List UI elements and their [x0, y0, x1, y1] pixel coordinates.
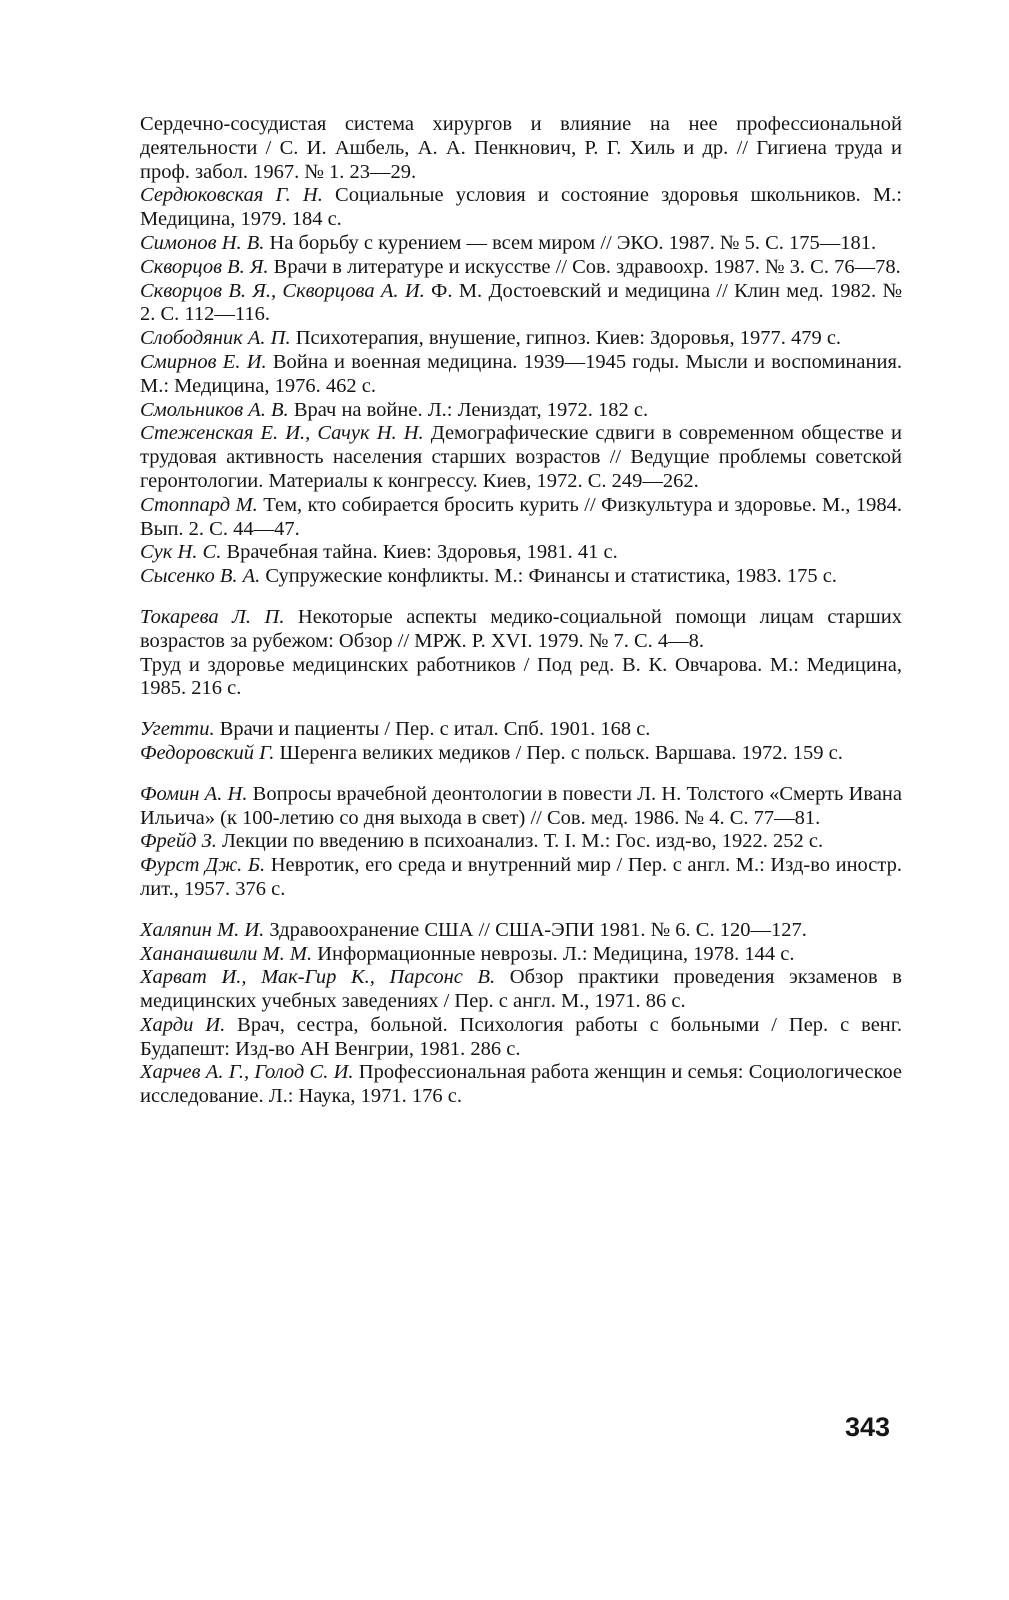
- entry-author: Скворцов В. Я., Скворцова А. И.: [140, 279, 425, 302]
- entry-text: Ф. М. Достоевский и медицина // Клин мед. 1982. № 2. С. 112—116.: [140, 279, 903, 326]
- bibliography-entry: [140, 919, 902, 943]
- entry-text: Социальные условия и состояние здоровья школьников. М.: Медицина, 1979. 184 с.: [140, 184, 902, 231]
- entry-author: Фрейд З.: [140, 830, 217, 853]
- entry-author: Халяпин М. И.: [140, 918, 265, 941]
- entry-text: Лекции по введению в психоанализ. Т. I. М.: Гос. изд-во, 1922. 252 с.: [216, 830, 824, 853]
- bibliography-entry: [140, 606, 902, 654]
- entry-author: Смольников А. В.: [140, 398, 289, 421]
- entry-text: Сердечно-сосудистая система хирургов и влияние на нее профессиональной деятельности / С. И. Ашбель, А. А. Пенкнович, Р. Г. Хиль и др. // Гигиена труда и проф. забол. 1967. № 1. 23—29.: [140, 113, 902, 183]
- entry-text: Врач на войне. Л.: Лениздат, 1972. 182 с.: [288, 398, 649, 421]
- bibliography-entry: [140, 966, 902, 1014]
- entry-author: Харват И., Мак-Гир К., Парсонс В.: [140, 966, 496, 989]
- entry-text: Профессиональная работа женщин и семья: Социологическое исследование. Л.: Наука, 1971. 176 с.: [140, 1061, 902, 1108]
- bibliography-entry: [140, 565, 902, 589]
- entry-text: Врачебная тайна. Киев: Здоровья, 1981. 41 с.: [221, 541, 618, 564]
- bibliography-entry: [140, 184, 902, 232]
- entry-text: Некоторые аспекты медико-социальной помощи лицам старших возрастов за рубежом: Обзор // МРЖ. Р. XVI. 1979. № 7. С. 4—8.: [140, 605, 902, 652]
- entry-text: Тем, кто собирается бросить курить // Физкультура и здоровье. М., 1984. Вып. 2. С. 44—47.: [140, 493, 902, 540]
- entry-author: Слободяник А. П.: [140, 327, 291, 350]
- bibliography-entry: [140, 351, 902, 399]
- entry-author: Фурст Дж. Б.: [140, 854, 266, 877]
- bibliography-entry: [140, 113, 902, 184]
- entry-text: Демографические сдвиги в современном обществе и трудовая активность населения старших возрастов // Ведущие проблемы советской геронтологии. Материалы к конгрессу. Киев, 1972. С. 249—262.: [140, 422, 902, 492]
- entry-text: На борьбу с курением — всем миром // ЭКО. 1987. № 5. С. 175—181.: [264, 231, 877, 254]
- entry-text: Невротик, его среда и внутренний мир / Пер. с англ. М.: Изд-во иностр. лит., 1957. 376 с.: [140, 854, 902, 900]
- bibliography-entry: [140, 854, 902, 902]
- entry-author: Харди И.: [140, 1013, 226, 1036]
- bibliography-entry: [140, 1061, 902, 1109]
- bibliography-entry: [140, 783, 902, 831]
- bibliography-entry: [140, 541, 902, 565]
- bibliography-entry: [140, 943, 902, 967]
- entry-author: Харчев А. Г., Голод С. И.: [140, 1061, 354, 1084]
- entry-text: Шеренга великих медиков / Пер. с польск. Варшава. 1972. 159 с.: [274, 741, 843, 764]
- entry-author: Стоппард М.: [140, 493, 258, 516]
- entry-author: Симонов Н. В.: [140, 231, 265, 254]
- bibliography-entry: [140, 1014, 902, 1062]
- bibliography-entry: [140, 232, 902, 256]
- bibliography-entry: [140, 422, 902, 493]
- entry-author: Сысенко В. А.: [140, 565, 261, 588]
- bibliography-entry: [140, 327, 902, 351]
- entry-text: Война и военная медицина. 1939—1945 годы. Мысли и воспоминания. М.: Медицина, 1976. 462 с.: [140, 350, 902, 397]
- bibliography-entry: [140, 494, 902, 542]
- entry-author: Стеженская Е. И., Сачук Н. Н.: [140, 422, 424, 445]
- entry-author: Сук Н. С.: [140, 541, 222, 564]
- entry-author: Федоровский Г.: [140, 741, 275, 764]
- entry-author: Угетти.: [140, 718, 215, 741]
- entry-text: Информационные неврозы. Л.: Медицина, 1978. 144 с.: [312, 942, 795, 965]
- entry-text: Обзор практики проведения экзаменов в медицинских учебных заведениях / Пер. с англ. М., 1971. 86 с.: [140, 966, 902, 1013]
- bibliography-entry: [140, 654, 902, 702]
- entry-text: Врачи в литературе и искусстве // Сов. здравоохр. 1987. № 3. С. 76—78.: [268, 255, 901, 278]
- entry-author: Токарева Л. П.: [140, 605, 285, 628]
- bibliography-list: [140, 113, 902, 1109]
- entry-text: Труд и здоровье медицинских работников / Под ред. В. К. Овчарова. М.: Медицина, 1985. 216 с.: [140, 653, 902, 700]
- bibliography-entry: [140, 399, 902, 423]
- entry-author: Хананашвили М. М.: [140, 942, 313, 965]
- bibliography-entry: [140, 742, 902, 766]
- entry-text: Врач, сестра, больной. Психология работы с больными / Пер. с венг. Будапешт: Изд-во АН Венгрии, 1981. 286 с.: [140, 1013, 903, 1060]
- entry-author: Сердюковская Г. Н.: [140, 184, 323, 207]
- entry-author: Смирнов Е. И.: [140, 350, 267, 373]
- bibliography-entry: [140, 256, 902, 280]
- entry-text: Вопросы врачебной деонтологии в повести Л. Н. Толстого «Смерть Ивана Ильича» (к 100-летию со дня выхода в свет) // Сов. мед. 1986. № 4. С. 77—81.: [140, 782, 902, 829]
- entry-author: Скворцов В. Я.: [140, 255, 269, 278]
- bibliography-entry: [140, 280, 902, 328]
- bibliography-entry: [140, 718, 902, 742]
- page-number: 343: [845, 1412, 891, 1442]
- entry-text: Супружеские конфликты. М.: Финансы и статистика, 1983. 175 с.: [260, 565, 837, 588]
- entry-text: Психотерапия, внушение, гипноз. Киев: Здоровья, 1977. 479 с.: [290, 327, 842, 350]
- entry-text: Здравоохранение США // США-ЭПИ 1981. № 6. С. 120—127.: [264, 918, 807, 941]
- bibliography-entry: [140, 830, 902, 854]
- entry-author: Фомин А. Н.: [140, 782, 248, 805]
- entry-text: Врачи и пациенты / Пер. с итал. Спб. 1901. 168 с.: [214, 718, 651, 741]
